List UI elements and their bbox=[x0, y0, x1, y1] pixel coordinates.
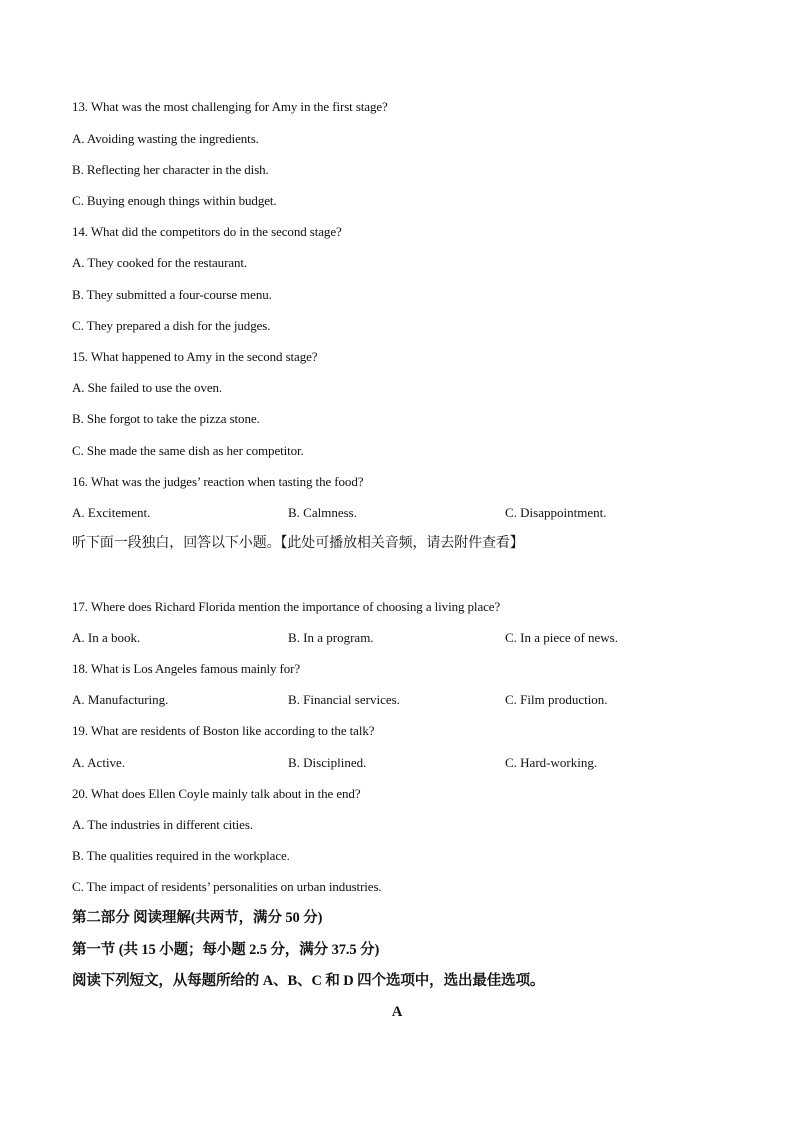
question-13-option-a: A. Avoiding wasting the ingredients. bbox=[72, 131, 259, 146]
monologue-instruction: 听下面一段独白，回答以下小题。【此处可播放相关音频，请去附件查看】 bbox=[72, 536, 524, 551]
question-15-option-a: A. She failed to use the oven. bbox=[72, 380, 223, 395]
question-20-stem: 20. What does Ellen Coyle mainly talk about in the end? bbox=[72, 786, 361, 801]
question-19-stem: 19. What are residents of Boston like according to the talk? bbox=[72, 723, 375, 738]
question-14-option-c: C. They prepared a dish for the judges. bbox=[72, 318, 271, 333]
question-17-option-c: C. In a piece of news. bbox=[505, 630, 618, 645]
question-20-option-b: B. The qualities required in the workplace. bbox=[72, 848, 290, 863]
question-16-option-b: B. Calmness. bbox=[288, 505, 357, 520]
question-15-option-b: B. She forgot to take the pizza stone. bbox=[72, 411, 260, 426]
question-16-option-a: A. Excitement. bbox=[72, 505, 151, 520]
question-20-option-a: A. The industries in different cities. bbox=[72, 817, 253, 832]
question-19-options bbox=[72, 755, 722, 771]
question-20-option-c: C. The impact of residents’ personalities on urban industries. bbox=[72, 879, 382, 894]
question-18-stem: 18. What is Los Angeles famous mainly for? bbox=[72, 661, 301, 676]
question-14-option-b: B. They submitted a four-course menu. bbox=[72, 287, 272, 302]
question-18-options bbox=[72, 692, 722, 708]
part2-section1-heading: 第一节 (共 15 小题；每小题 2.5 分，满分 37.5 分) bbox=[72, 942, 380, 958]
part2-heading: 第二部分 阅读理解(共两节，满分 50 分) bbox=[72, 910, 323, 926]
question-13-option-c: C. Buying enough things within budget. bbox=[72, 193, 277, 208]
question-14-stem: 14. What did the competitors do in the second stage? bbox=[72, 224, 342, 239]
question-17-options bbox=[72, 630, 722, 646]
passage-label: A bbox=[391, 1004, 403, 1020]
part2-directions: 阅读下列短文，从每题所给的 A、B、C 和 D 四个选项中，选出最佳选项。 bbox=[72, 973, 545, 989]
question-13-stem: 13. What was the most challenging for Amy in the first stage? bbox=[72, 99, 388, 114]
question-17-option-b: B. In a program. bbox=[288, 630, 374, 645]
question-15-option-c: C. She made the same dish as her competitor. bbox=[72, 443, 304, 458]
question-18-option-c: C. Film production. bbox=[505, 692, 608, 707]
question-18-option-b: B. Financial services. bbox=[288, 692, 400, 707]
question-16-options bbox=[72, 505, 722, 521]
question-19-option-a: A. Active. bbox=[72, 755, 126, 770]
question-14-option-a: A. They cooked for the restaurant. bbox=[72, 255, 248, 270]
question-19-option-c: C. Hard-working. bbox=[505, 755, 598, 770]
question-16-option-c: C. Disappointment. bbox=[505, 505, 607, 520]
question-17-stem: 17. Where does Richard Florida mention the importance of choosing a living place? bbox=[72, 599, 501, 614]
question-13-option-b: B. Reflecting her character in the dish. bbox=[72, 162, 269, 177]
question-18-option-a: A. Manufacturing. bbox=[72, 692, 169, 707]
question-16-stem: 16. What was the judges’ reaction when tasting the food? bbox=[72, 474, 364, 489]
question-15-stem: 15. What happened to Amy in the second stage? bbox=[72, 349, 318, 364]
question-19-option-b: B. Disciplined. bbox=[288, 755, 367, 770]
question-17-option-a: A. In a book. bbox=[72, 630, 141, 645]
